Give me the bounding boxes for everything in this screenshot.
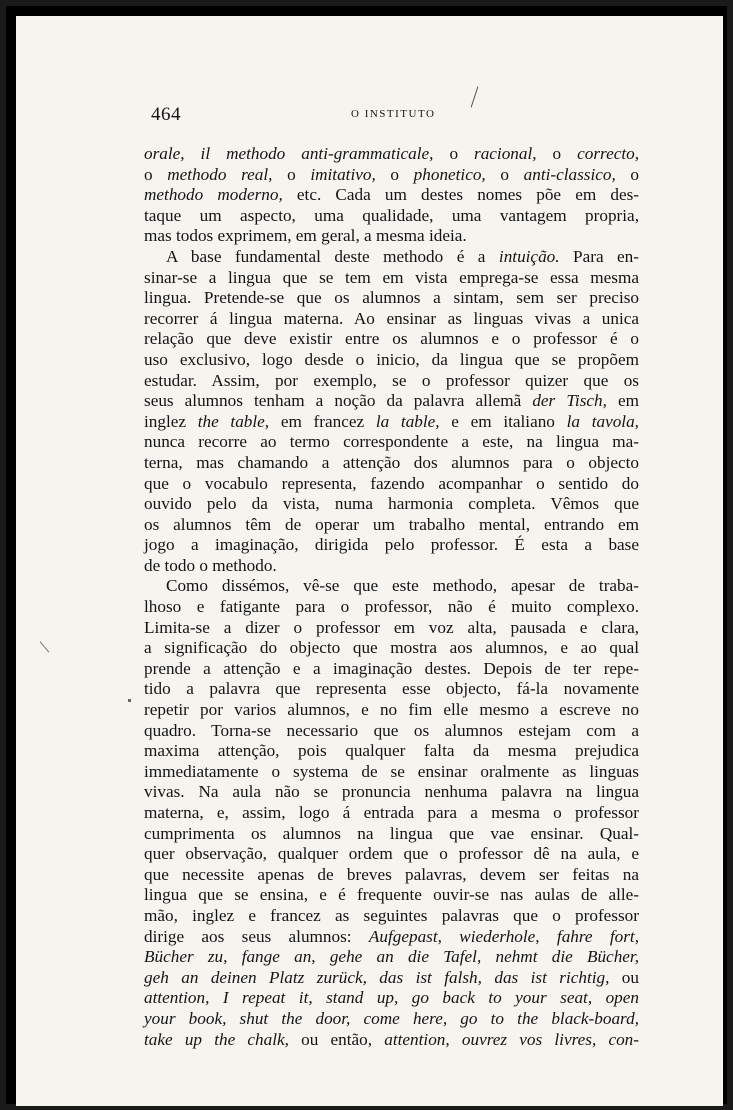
- text-line: [144, 185, 639, 206]
- text-span: taque um aspecto, uma qualidade, uma vantagem propria,: [144, 205, 639, 225]
- text-span: relação que deve existir entre os alumnos e o professor é o: [144, 329, 639, 349]
- text-line: [144, 803, 639, 824]
- text-line: [144, 515, 639, 536]
- text-span: lhoso e fatigante para o professor, não é muito complexo.: [144, 597, 639, 617]
- text-line: [144, 721, 639, 742]
- text-span: a significação do objecto que mostra aos alumnos, e ao qual: [144, 638, 639, 658]
- running-title: O INSTITUTO: [351, 108, 436, 120]
- text-span: jogo a imaginação, dirigida pelo professor. É esta a base: [144, 535, 639, 555]
- text-span: os alumnos têm de operar um trabalho mental, entrando em: [144, 514, 639, 534]
- text-span: tido a palavra que representa esse objecto, fá-la novamente: [144, 679, 639, 699]
- margin-mark: [40, 641, 50, 652]
- text-line: [144, 535, 639, 556]
- text-span: inglez: [144, 411, 198, 431]
- italic-text: der Tisch,: [532, 391, 607, 411]
- italic-text: la tavola,: [566, 411, 639, 431]
- text-span: quer observação, qualquer ordem que o professor dê na aula, e: [144, 844, 639, 864]
- text-span: mão, inglez e francez as seguintes palavras que o professor: [144, 905, 639, 925]
- text-line: [144, 597, 639, 618]
- text-line: [144, 906, 639, 927]
- text-span: seus alumnos tenham a noção da palavra allemã: [144, 391, 533, 411]
- book-page: [16, 16, 723, 1106]
- text-span: lingua que se ensina, e é frequente ouvir-se nas aulas de alle-: [144, 885, 639, 905]
- italic-text: your book, shut the door, come here, go to the black-board,: [144, 1008, 639, 1028]
- text-span: mas todos exprimem, em geral, a mesma ideia.: [144, 226, 467, 246]
- text-span: estudar. Assim, por exemplo, se o professor quizer que os: [144, 370, 639, 390]
- italic-text: imitativo,: [310, 164, 376, 184]
- italic-text: orale, il methodo anti-grammaticale,: [144, 144, 434, 163]
- text-line: [144, 432, 639, 453]
- text-span: cumprimenta os alumnos na lingua que vae ensinar. Qual-: [144, 823, 639, 843]
- text-span: repetir por varios alumnos, e no fim elle mesmo a escreve no: [144, 700, 639, 720]
- text-line: [144, 247, 639, 268]
- text-span: uso exclusivo, logo desde o inicio, da lingua que se propõem: [144, 349, 639, 369]
- text-span: o: [144, 164, 168, 184]
- text-span: ou: [609, 967, 639, 987]
- italic-text: phonetico,: [413, 164, 486, 184]
- italic-text: correcto,: [577, 144, 639, 163]
- text-line: [144, 371, 639, 392]
- text-line: [144, 576, 639, 597]
- text-span: o: [485, 164, 524, 184]
- italic-text: anti-classico,: [523, 164, 616, 184]
- text-span: o: [375, 164, 414, 184]
- text-line: [144, 824, 639, 845]
- text-line: [144, 412, 639, 433]
- text-span: recorrer á lingua materna. Ao ensinar as linguas vivas a unica: [144, 308, 639, 328]
- text-line: [144, 1009, 639, 1030]
- text-line: [144, 391, 639, 412]
- text-line: [144, 350, 639, 371]
- text-span: Para en-: [559, 246, 639, 266]
- text-line: [144, 865, 639, 886]
- italic-text: the table,: [197, 411, 270, 431]
- text-span: o: [536, 144, 578, 163]
- text-span: vivas. Na aula não se pronuncia nenhuma palavra na lingua: [144, 782, 639, 802]
- text-span: Como dissémos, vê-se que este methodo, apesar de traba-: [166, 576, 639, 596]
- text-line: [144, 700, 639, 721]
- text-span: sinar-se a lingua que se tem em vista emprega-se essa mesma: [144, 267, 639, 287]
- margin-dot: [128, 699, 131, 702]
- italic-text: geh an deinen Platz zurück, das ist falsh, das ist richtig,: [144, 967, 610, 987]
- text-line: [144, 741, 639, 762]
- italic-text: attention, I repeat it, stand up, go back to your seat, open: [144, 988, 639, 1008]
- italic-text: racional,: [474, 144, 537, 163]
- text-span: em francez: [269, 411, 376, 431]
- text-span: dirige aos seus alumnos:: [144, 926, 369, 946]
- italic-text: Aufgepast, wiederhole, fahre fort,: [368, 926, 640, 946]
- text-line: [144, 762, 639, 783]
- text-line: [144, 144, 639, 165]
- page-number: 464: [151, 104, 181, 125]
- text-line: [144, 679, 639, 700]
- text-line: [144, 618, 639, 639]
- text-line: [144, 165, 639, 186]
- text-line: [144, 556, 639, 577]
- text-line: [144, 659, 639, 680]
- italic-text: intuição.: [498, 246, 560, 266]
- text-line: [144, 309, 639, 330]
- text-line: [144, 988, 639, 1009]
- text-span: immediatamente o systema de se ensinar oralmente as linguas: [144, 761, 639, 781]
- text-span: lingua. Pretende-se que os alumnos a sintam, sem ser preciso: [144, 288, 639, 308]
- text-line: [144, 638, 639, 659]
- text-line: [144, 968, 639, 989]
- text-span: A base fundamental deste methodo é a: [166, 246, 499, 266]
- italic-text: take up the chalk,: [144, 1029, 289, 1049]
- text-line: [144, 494, 639, 515]
- text-line: [144, 927, 639, 948]
- text-span: o: [433, 144, 475, 163]
- text-span: prende a attenção e a imaginação destes. Depois de ter repe-: [144, 658, 639, 678]
- text-span: que o vocabulo representa, fazendo acompanhar o sentido do: [144, 473, 639, 493]
- text-span: maxima attenção, pois qualquer falta da mesma prejudica: [144, 741, 639, 761]
- text-span: quadro. Torna-se necessario que os alumnos estejam com a: [144, 720, 639, 740]
- text-span: terna, mas chamando a attenção dos alumnos para o objecto: [144, 452, 639, 472]
- text-line: [144, 268, 639, 289]
- running-header: [151, 104, 646, 128]
- text-line: [144, 474, 639, 495]
- text-line: [144, 288, 639, 309]
- text-span: ou então,: [288, 1029, 385, 1049]
- italic-text: Bücher zu, fange an, gehe an die Tafel, nehmt die Bücher,: [144, 947, 639, 967]
- text-line: [144, 782, 639, 803]
- text-line: [144, 947, 639, 968]
- italic-text: methodo real,: [167, 164, 273, 184]
- text-span: que necessite apenas de breves palavras, devem ser feitas na: [144, 864, 639, 884]
- italic-text: la table,: [375, 411, 440, 431]
- text-line: [144, 206, 639, 227]
- text-span: ouvido pelo da vista, numa harmonia completa. Vêmos que: [144, 494, 639, 514]
- text-line: [144, 844, 639, 865]
- text-span: materna, e, assim, logo á entrada para a mesma o professor: [144, 803, 639, 822]
- text-line: [144, 329, 639, 350]
- text-span: etc. Cada um destes nomes põe em des-: [282, 185, 640, 205]
- italic-text: attention, ouvrez vos livres, con-: [384, 1029, 639, 1049]
- text-span: de todo o methodo.: [144, 555, 277, 575]
- italic-text: methodo moderno,: [144, 185, 283, 205]
- text-line: [144, 453, 639, 474]
- text-span: em: [606, 391, 639, 411]
- text-span: nunca recorre ao termo correspondente a este, na lingua ma-: [144, 432, 639, 452]
- text-span: e em italiano: [439, 411, 567, 431]
- text-line: [144, 885, 639, 906]
- page-border: [6, 6, 727, 1104]
- text-line: [144, 226, 639, 247]
- text-span: Limita-se a dizer o professor em voz alta, pausada e clara,: [144, 617, 639, 637]
- text-line: [144, 1030, 639, 1051]
- text-span: o: [272, 164, 311, 184]
- text-span: o: [615, 164, 640, 184]
- body-text: [144, 144, 639, 1050]
